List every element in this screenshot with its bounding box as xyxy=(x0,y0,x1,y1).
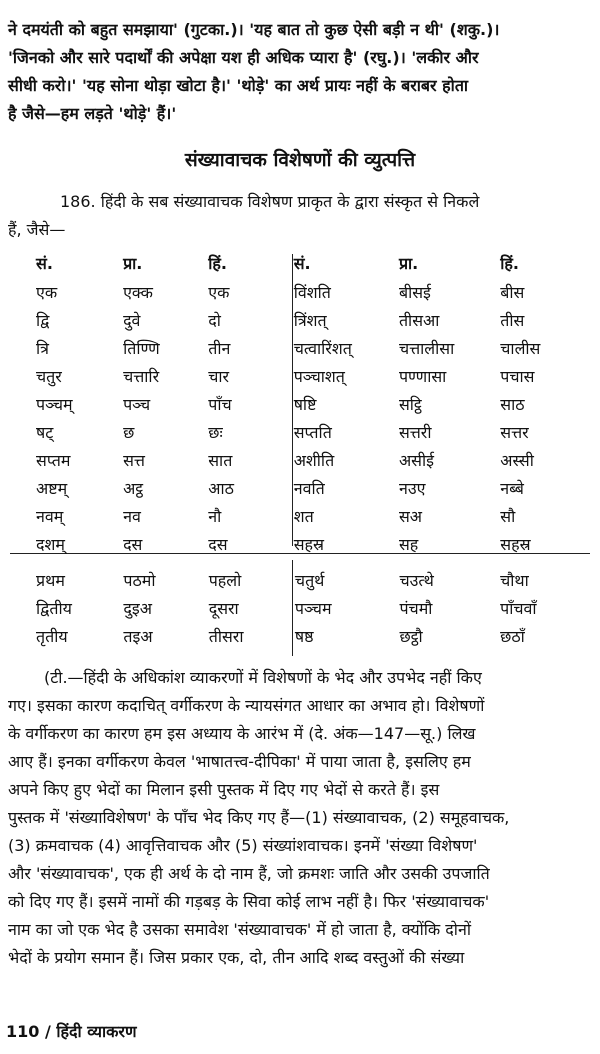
cell-hindi: सात xyxy=(208,451,233,470)
header-sanskrit: सं. xyxy=(293,254,311,273)
cell-prakrit: नव xyxy=(123,507,141,526)
cell-prakrit: सट्ठि xyxy=(398,395,422,414)
table-row xyxy=(20,278,580,306)
intro-line: सीधी करो।' 'यह सोना थोड़ा खोटा है।' 'थोड़े' का अर्थ प्रायः नहीं के बराबर होता xyxy=(8,76,469,95)
note-line: पुस्तक में 'संख्याविशेषण' के पाँच भेद किए गए हैं—(1) संख्यावाचक, (2) समूहवाचक, xyxy=(8,808,510,827)
note-line: नाम का जो एक भेद है उसका समावेश 'संख्यावाचक' में हो जाता है, क्योंकि दोनों xyxy=(8,920,471,939)
table-row xyxy=(20,446,580,474)
cell-sanskrit: नवम् xyxy=(36,507,64,526)
cell-sanskrit: चतुर xyxy=(36,367,62,386)
cell-sanskrit: सहस्र xyxy=(293,535,324,554)
cell-sanskrit: चतुर्थ xyxy=(294,571,325,590)
paragraph-186 xyxy=(8,188,590,244)
cell-hindi: चालीस xyxy=(500,339,541,358)
header-sanskrit: सं. xyxy=(36,254,53,273)
cell-sanskrit: त्रि xyxy=(36,339,49,358)
cell-prakrit: दुवे xyxy=(123,311,141,330)
cell-sanskrit: दशम् xyxy=(36,535,65,554)
note-line: (3) क्रमवाचक (4) आवृत्तिवाचक और (5) संख्यांशवाचक। इनमें 'संख्या विशेषण' xyxy=(8,836,478,855)
table-row xyxy=(20,622,580,650)
cell-hindi: चार xyxy=(208,367,230,386)
note-line: गए। इसका कारण कदाचित् वर्गीकरण के न्यायसंगत आधार का अभाव हो। विशेषणों xyxy=(8,696,485,715)
cell-prakrit: पठमो xyxy=(123,571,156,590)
cell-prakrit: चत्तालीसा xyxy=(398,339,455,358)
cell-sanskrit: पञ्चम् xyxy=(36,395,73,414)
header-prakrit: प्रा. xyxy=(123,254,143,273)
cell-hindi: आठ xyxy=(208,479,234,498)
cell-prakrit: पण्णासा xyxy=(398,367,447,386)
intro-line: है जैसे—हम लड़ते 'थोड़े' हैं।' xyxy=(8,104,177,123)
cell-sanskrit: प्रथम xyxy=(36,571,65,590)
cell-sanskrit: द्वि xyxy=(36,311,50,330)
cell-prakrit: सत्तरी xyxy=(398,423,432,442)
cell-sanskrit: षष्टि xyxy=(293,395,317,414)
paragraph-line: हैं, जैसे— xyxy=(8,220,66,239)
note-line: को दिए गए हैं। इसमें नामों की गड़बड़ के सिवा कोई लाभ नहीं है। फिर 'संख्यावाचक' xyxy=(8,892,490,911)
cell-prakrit: चत्तारि xyxy=(123,367,160,386)
cell-hindi: छः xyxy=(208,423,223,442)
cell-sanskrit: सप्तम xyxy=(36,451,71,470)
table-row xyxy=(20,474,580,502)
cell-prakrit: छट्ठौ xyxy=(399,627,423,646)
cell-prakrit: चउत्थे xyxy=(399,571,434,590)
table-row xyxy=(20,334,580,362)
table-row xyxy=(20,566,580,594)
cell-hindi: अस्सी xyxy=(500,451,534,470)
cell-hindi: साठ xyxy=(500,395,525,414)
cell-sanskrit: द्वितीय xyxy=(36,599,72,618)
cell-hindi: दस xyxy=(208,535,228,554)
cell-prakrit: अट्ठ xyxy=(123,479,144,498)
cell-hindi: तीसरा xyxy=(208,627,244,646)
note-line: और 'संख्यावाचक', एक ही अर्थ के दो नाम हैं, जो क्रमशः जाति और उसकी उपजाति xyxy=(8,864,490,883)
cell-hindi: पहलो xyxy=(208,571,242,590)
paragraph-line: 186. हिंदी के सब संख्यावाचक विशेषण प्राकृत के द्वारा संस्कृत से निकले xyxy=(60,192,480,211)
cell-hindi: पाँच xyxy=(208,395,232,414)
cell-hindi: छठाँ xyxy=(500,627,525,646)
note-line: अपने किए हुए भेदों का मिलान इसी पुस्तक में दिए गए भेदों से करते हैं। इस xyxy=(8,780,440,799)
cell-hindi: एक xyxy=(208,283,230,302)
cell-prakrit: दुइअ xyxy=(123,599,152,618)
cell-hindi: पाँचवाँ xyxy=(500,599,537,618)
cell-prakrit: पञ्च xyxy=(123,395,151,414)
cell-hindi: सत्तर xyxy=(500,423,529,442)
cell-sanskrit: षष्ठ xyxy=(294,627,314,646)
cell-hindi: सौ xyxy=(500,507,516,526)
cell-prakrit: दस xyxy=(123,535,143,554)
note-line: भेदों के प्रयोग समान हैं। जिस प्रकार एक, दो, तीन आदि शब्द वस्तुओं की संख्या xyxy=(8,948,465,967)
ordinal-numerals-table xyxy=(20,566,580,650)
intro-paragraph xyxy=(8,16,590,128)
table-row xyxy=(20,418,580,446)
section-heading: संख्यावाचक विशेषणों की व्युत्पत्ति xyxy=(184,149,416,171)
cell-sanskrit: शत xyxy=(293,507,314,526)
cell-prakrit: नउए xyxy=(398,479,426,498)
cell-prakrit: सअ xyxy=(398,507,422,526)
cell-prakrit: एक्क xyxy=(123,283,153,302)
cell-hindi: बीस xyxy=(500,283,525,302)
cell-prakrit: बीसई xyxy=(398,283,431,302)
cell-prakrit: तीसआ xyxy=(398,311,440,330)
cell-sanskrit: तृतीय xyxy=(36,627,68,646)
cell-hindi: पचास xyxy=(500,367,535,386)
note-line: (टी.—हिंदी के अधिकांश व्याकरणों में विशेषणों के भेद और उपभेद नहीं किए xyxy=(44,668,482,687)
cell-prakrit: असीई xyxy=(398,451,434,470)
cell-sanskrit: नवति xyxy=(293,479,325,498)
cell-sanskrit: चत्वारिंशत् xyxy=(293,339,352,358)
cell-sanskrit: षट् xyxy=(36,423,54,442)
cell-hindi: सहस्र xyxy=(500,535,531,554)
cell-hindi: नब्बे xyxy=(500,479,524,498)
cell-sanskrit: पञ्चम xyxy=(294,599,332,618)
cell-prakrit: तइअ xyxy=(123,627,153,646)
cell-sanskrit: त्रिंशत् xyxy=(293,311,327,330)
cell-sanskrit: अशीति xyxy=(293,451,335,470)
header-prakrit: प्रा. xyxy=(398,254,419,273)
cell-prakrit: छ xyxy=(123,423,135,442)
note-line: के वर्गीकरण का कारण हम इस अध्याय के आरंभ में (दे. अंक—147—सू.) लिख xyxy=(8,724,476,743)
header-hindi: हिं. xyxy=(500,254,519,273)
cell-prakrit: पंचमौ xyxy=(399,599,433,618)
cell-hindi: नौ xyxy=(208,507,222,526)
table-row xyxy=(20,390,580,418)
cell-sanskrit: अष्टम् xyxy=(36,479,68,498)
cell-sanskrit: एक xyxy=(36,283,58,302)
table-row xyxy=(20,594,580,622)
table-header-row xyxy=(20,248,580,278)
cell-hindi: चौथा xyxy=(500,571,529,590)
intro-line: 'जिनको और सारे पदार्थों की अपेक्षा यश ही अधिक प्यारा है' (रघु.)। 'लकीर और xyxy=(8,48,479,67)
cell-sanskrit: विंशति xyxy=(293,283,331,302)
table-row xyxy=(20,502,580,530)
cell-hindi: तीन xyxy=(208,339,231,358)
page-footer: 110 / हिंदी व्याकरण xyxy=(6,1022,137,1041)
note-line: आए हैं। इनका वर्गीकरण केवल 'भाषातत्त्व-दीपिका' में पाया जाता है, इसलिए हम xyxy=(8,752,471,771)
header-hindi: हिं. xyxy=(208,254,227,273)
cell-prakrit: सत्त xyxy=(123,451,145,470)
table-row xyxy=(20,306,580,334)
table-row xyxy=(20,530,580,558)
intro-line: ने दमयंती को बहुत समझाया' (गुटका.)। 'यह बात तो कुछ ऐसी बड़ी न थी' (शकु.)। xyxy=(8,20,500,39)
table-row xyxy=(20,362,580,390)
note-paragraph xyxy=(8,664,590,972)
cell-hindi: तीस xyxy=(500,311,525,330)
cell-hindi: दो xyxy=(208,311,221,330)
cell-hindi: दूसरा xyxy=(208,599,239,618)
cardinal-numerals-table xyxy=(20,248,580,558)
cell-sanskrit: सप्तति xyxy=(293,423,332,442)
cell-prakrit: तिण्णि xyxy=(123,339,160,358)
cell-sanskrit: पञ्चाशत् xyxy=(293,367,345,386)
cell-prakrit: सह xyxy=(398,535,419,554)
